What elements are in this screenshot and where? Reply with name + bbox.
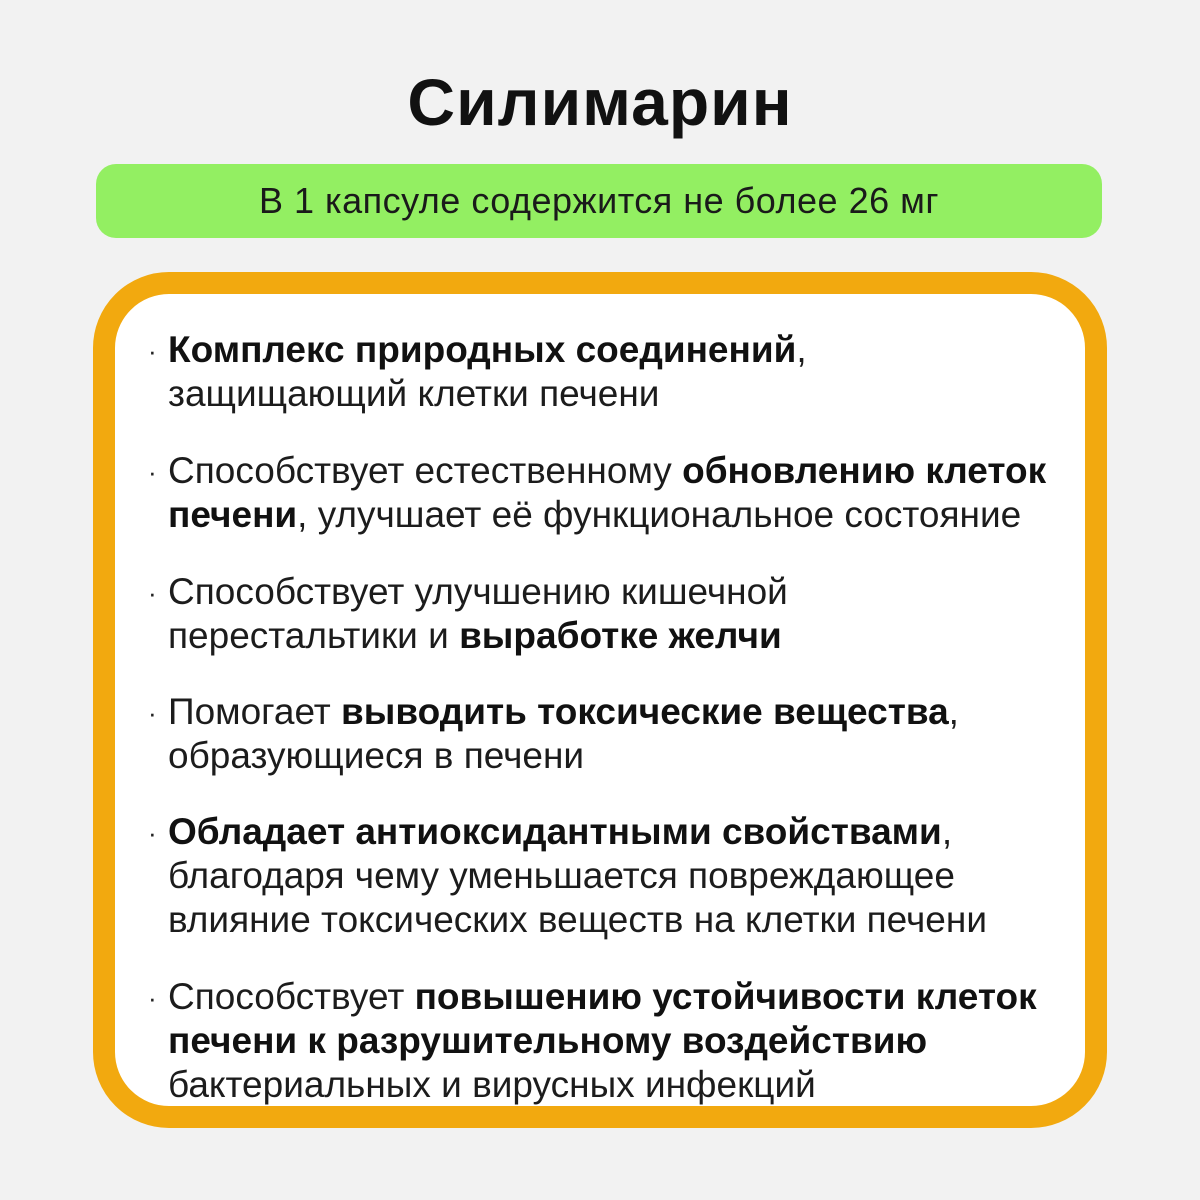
bold-text: Комплекс природных соединений — [168, 329, 797, 370]
bullet-icon: · — [148, 336, 157, 366]
text: Способствует улучшению кишечной — [168, 571, 788, 612]
list-item-text — [168, 570, 1098, 658]
text: Способствует — [168, 976, 415, 1017]
text: , — [941, 811, 953, 852]
text: защищающий клетки печени — [168, 373, 660, 414]
text: Способствует естественному — [168, 450, 683, 491]
list-item-text — [168, 810, 1098, 942]
bold-text: повышению устойчивости клеток — [414, 976, 1037, 1017]
bold-text: обновлению клеток — [682, 450, 1047, 491]
bullet-icon: · — [148, 578, 157, 608]
bold-text: печени — [168, 494, 298, 535]
text: , — [796, 329, 807, 370]
list-item-text — [168, 975, 1098, 1107]
page-title: Силимарин — [407, 65, 793, 139]
text: образующиеся в печени — [168, 735, 585, 776]
text: Помогает — [168, 691, 342, 732]
bullet-icon: · — [148, 818, 157, 848]
bold-text: печени к разрушительному воздействию — [168, 1020, 928, 1061]
list-item-text — [168, 449, 1098, 537]
bold-text: выработке желчи — [459, 615, 782, 656]
text: перестальтики и — [168, 615, 460, 656]
bullet-icon: · — [148, 457, 157, 487]
text: благодаря чему уменьшается повреждающее — [168, 855, 955, 896]
list-item-text — [168, 690, 1098, 778]
dosage-banner — [96, 164, 1102, 238]
text: , улучшает её функциональное состояние — [297, 494, 1022, 535]
bold-text: выводить токсические вещества — [341, 691, 949, 732]
dosage-text: В 1 капсуле содержится не более 26 мг — [258, 180, 940, 221]
bullet-icon: · — [148, 698, 157, 728]
bullet-icon: · — [148, 983, 157, 1013]
text: бактериальных и вирусных инфекций — [168, 1064, 816, 1105]
bold-text: Обладает антиоксидантными свойствами — [168, 811, 942, 852]
benefits-card — [93, 272, 1107, 1128]
text: влияние токсических веществ на клетки печени — [168, 899, 987, 940]
text: , — [948, 691, 959, 732]
list-item-text — [168, 328, 1098, 416]
